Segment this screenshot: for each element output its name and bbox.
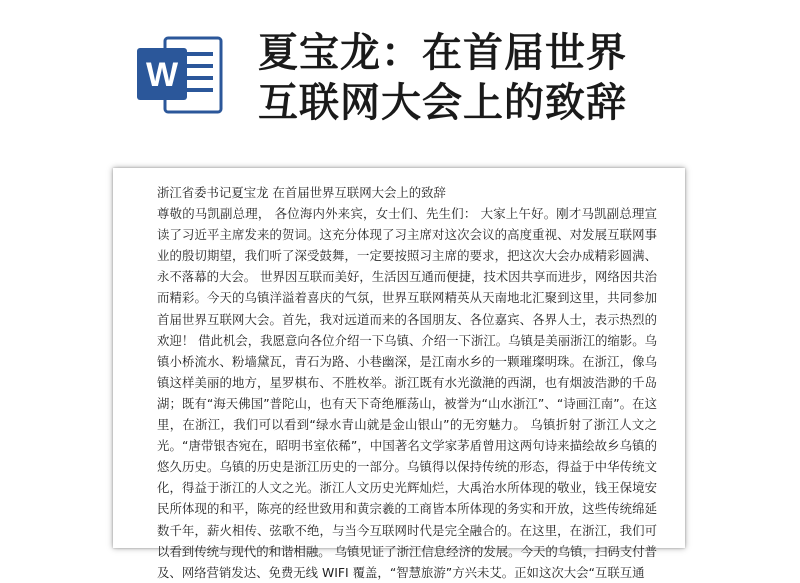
word-letter: W	[145, 56, 179, 94]
document-title	[258, 28, 788, 128]
document-text	[157, 182, 657, 583]
document-page[interactable]	[113, 168, 685, 580]
word-document-icon	[135, 34, 223, 116]
document-body: 尊敬的马凯副总理， 各位海内外来宾，女士们、先生们： 大家上午好。刚才马凯副总理宣读了习近平主席发来的贺词。这充分体现了习主席对这次会议的高度重视、对发展互联网事业的殷切期望，我们听了深受鼓舞，一定要按照习主席的要求，把这次大会办成精彩圆满、永不落幕的大会。 世界因互联而美好，生活因互通而便捷，技术因共享而进步，网络因共治而精彩。今天的乌镇洋溢着喜庆的气氛，世界互联网精英从天南地北汇聚到这里，共同参加首届世界互联网大会。首先，我对远道而来的各国朋友、各位嘉宾、各界人士，表示热烈的欢迎！ 借此机会，我愿意向各位介绍一下乌镇、介绍一下浙江。乌镇是美丽浙江的缩影。乌镇小桥流水、粉墙黛瓦，青石为路、小巷幽深，是江南水乡的一颗璀璨明珠。在浙江，像乌镇这样美丽的地方，星罗棋布、不胜枚举。浙江既有水光潋滟的西湖，也有烟波浩渺的千岛湖；既有“海天佛国”普陀山，也有天下奇绝雁荡山，被誉为“山水浙江”、“诗画江南”。在这里，在浙江，我们可以看到“绿水青山就是金山银山”的无穷魅力。 乌镇折射了浙江人文之光。“唐带银杏宛在，昭明书室依稀”，中国著名文学家茅盾曾用这两句诗来描绘故乡乌镇的悠久历史。乌镇的历史是浙江历史的一部分。乌镇得以保持传统的形态，得益于中华传统文化，得益于浙江的人文之光。浙江人文历史光辉灿烂，大禹治水所体现的敬业，钱王保境安民所体现的和平，陈亮的经世致用和黄宗羲的工商皆本所体现的务实和开放，这些传统绵延数千年，薪火相传、弦歌不绝，与当今互联网时代是完全融合的。在这里，在浙江，我们可以看到传统与现代的和谐相融。 乌镇见证了浙江信息经济的发展。今天的乌镇，扫码支付普及、网络营销发达、免费无线 WIFI 覆盖，“智慧旅游”方兴未艾。正如这次大会“互联互通	[157, 206, 657, 580]
header-banner	[0, 0, 800, 160]
title-line-1: 夏宝龙：在首届世界	[258, 30, 627, 76]
document-heading: 浙江省委书记夏宝龙 在首届世界互联网大会上的致辞	[157, 185, 446, 200]
title-line-2: 互联网大会上的致辞	[258, 80, 627, 126]
